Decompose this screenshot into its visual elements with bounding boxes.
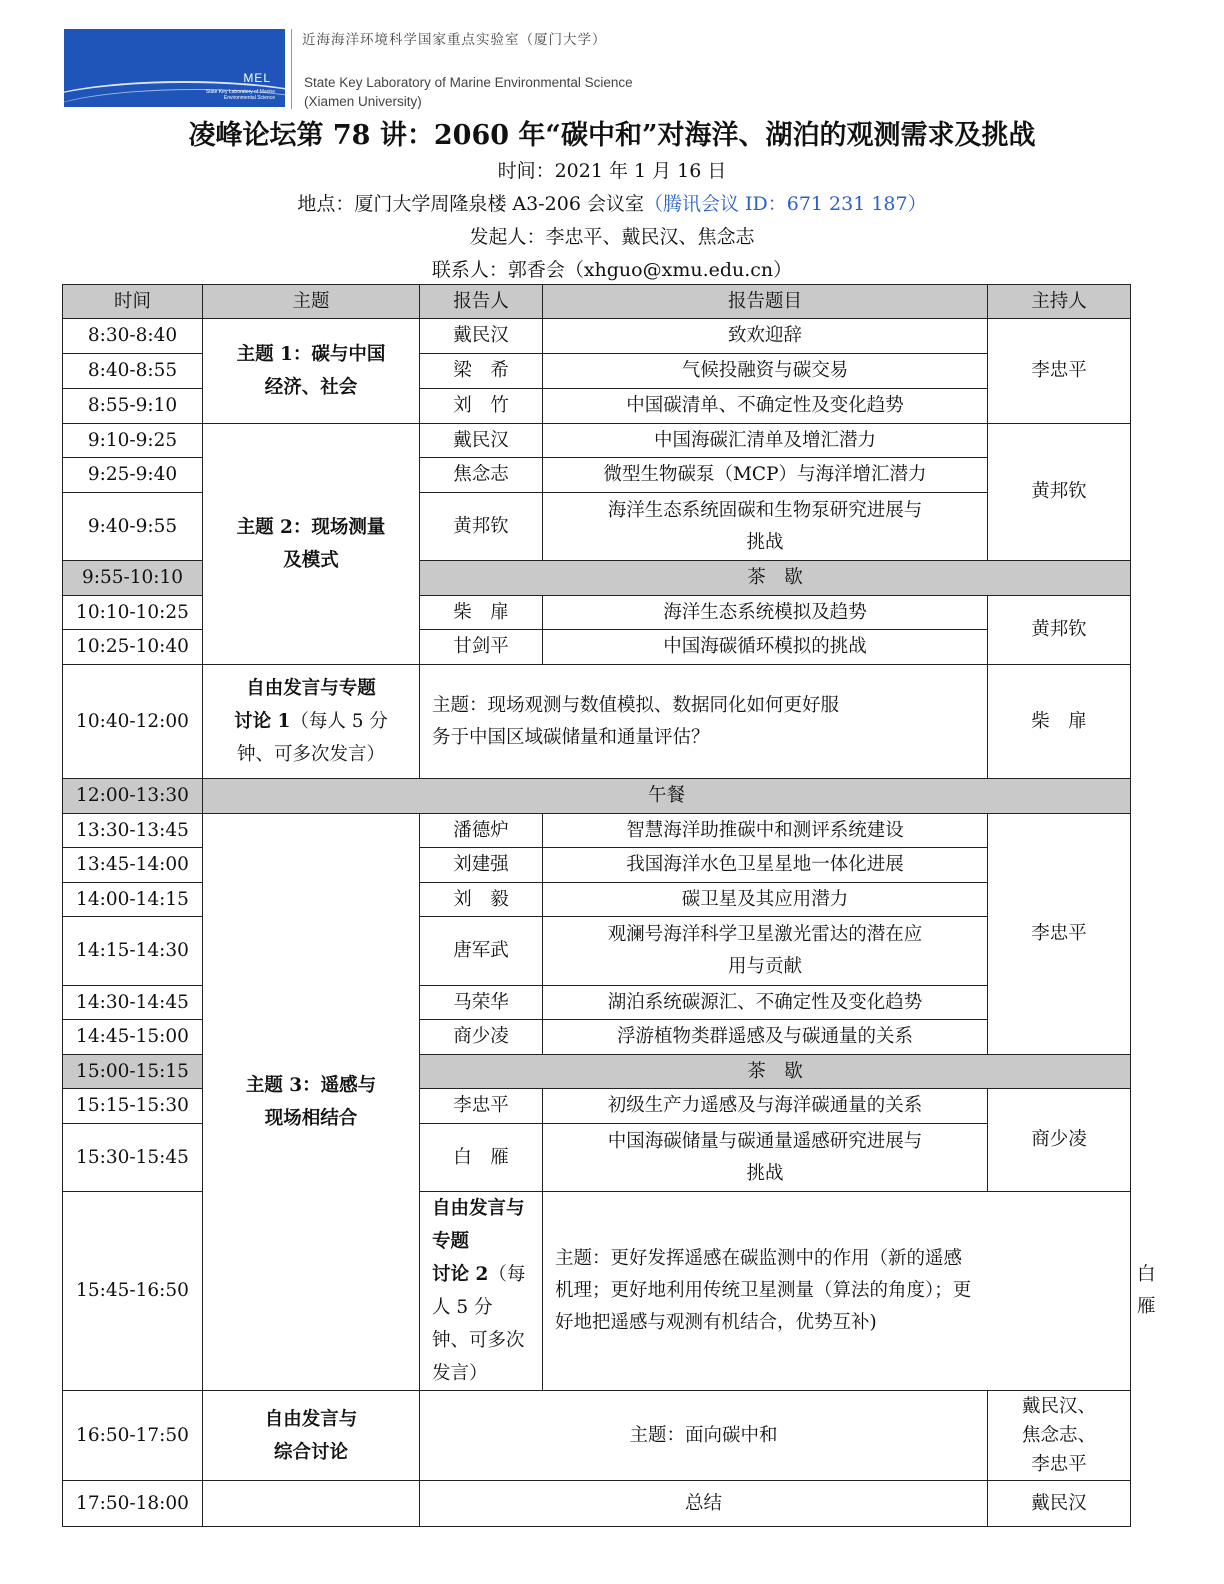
speaker-cell: 戴民汉: [420, 424, 543, 458]
theme-line: [432, 1258, 536, 1324]
talk-title-cell: 智慧海洋助推碳中和测评系统建设: [543, 814, 988, 848]
summary-cell: 总结: [420, 1481, 988, 1527]
header-talk-title: 报告题目: [543, 285, 988, 319]
table-row: [63, 814, 1131, 848]
talk-title-line: 中国海碳储量与碳通量遥感研究进展与: [607, 1130, 923, 1152]
talk-title-line: 用与贡献: [727, 956, 802, 977]
speaker-cell: 唐军武: [420, 917, 543, 986]
speaker-cell: 甘剑平: [420, 630, 543, 665]
logo-text: MEL: [243, 71, 271, 85]
tencent-meeting-id: （腾讯会议 ID：671 231 187）: [643, 193, 927, 215]
moderator-line: 焦念志、: [1021, 1425, 1096, 1446]
talk-title-cell: 我国海洋水色卫星星地一体化进展: [543, 848, 988, 883]
talk-title-cell: [543, 1124, 988, 1192]
lab-name-en-university: (Xiamen University): [304, 94, 422, 109]
discussion-line: 好地把遥感与观测有机结合，优势互补): [555, 1312, 877, 1333]
discussion-topic-cell: [420, 665, 988, 779]
theme-line: 自由发言与: [264, 1408, 358, 1430]
theme-cell: [203, 424, 420, 665]
theme-cell: [203, 665, 420, 779]
discussion-line: 机理；更好地利用传统卫星测量（算法的角度）；更: [555, 1280, 972, 1301]
talk-title-cell: 海洋生态系统模拟及趋势: [543, 596, 988, 630]
time-cell: 13:30-13:45: [63, 814, 203, 848]
table-row: [63, 319, 1131, 354]
event-contact: 联系人：郭香会（xhguo@xmu.edu.cn）: [431, 259, 793, 281]
theme-line: 自由发言与专题: [246, 678, 376, 699]
speaker-cell: 李忠平: [420, 1089, 543, 1124]
table-row: [63, 1391, 1131, 1481]
theme-bold-part: 讨论 2: [432, 1264, 489, 1285]
schedule-table: [62, 284, 1175, 1527]
talk-title-cell: 浮游植物类群遥感及与碳通量的关系: [543, 1020, 988, 1055]
discussion-line: 主题：更好发挥遥感在碳监测中的作用（新的遥感: [555, 1248, 963, 1269]
moderator-line: 戴民汉、: [1021, 1396, 1096, 1417]
theme-cell-empty: [203, 1481, 420, 1527]
tea-break-cell: 茶 歇: [420, 561, 1131, 596]
discussion-topic-cell: [543, 1192, 1131, 1391]
logo-small-text: State Key Laboratory of Marine Environmental Science: [205, 89, 275, 101]
header-moderator: 主持人: [988, 285, 1131, 319]
speaker-cell: 刘建强: [420, 848, 543, 883]
speaker-cell: 焦念志: [420, 458, 543, 493]
theme-cell: [203, 1391, 420, 1481]
moderator-cell: 李忠平: [988, 814, 1131, 1055]
event-initiators: 发起人：李忠平、戴民汉、焦念志: [469, 226, 755, 248]
time-cell: 15:45-16:50: [63, 1192, 203, 1391]
time-cell: 14:15-14:30: [63, 917, 203, 986]
time-cell: 10:10-10:25: [63, 596, 203, 630]
moderator-cell: 黄邦钦: [988, 424, 1131, 561]
time-cell: 9:55-10:10: [63, 561, 203, 596]
talk-title-cell: 微型生物碳泵（MCP）与海洋增汇潜力: [543, 458, 988, 493]
time-cell: 14:45-15:00: [63, 1020, 203, 1055]
time-cell: 8:55-9:10: [63, 389, 203, 424]
theme-bold-part: 讨论 1: [234, 711, 291, 732]
table-row: [63, 779, 1131, 814]
time-cell: 16:50-17:50: [63, 1391, 203, 1481]
theme-line: 主题 3：遥感与: [245, 1075, 377, 1096]
time-cell: 14:00-14:15: [63, 883, 203, 917]
theme-line: 钟、可多次发言）: [432, 1330, 525, 1384]
talk-title-cell: 湖泊系统碳源汇、不确定性及变化趋势: [543, 986, 988, 1020]
theme-note: （每人 5 分: [432, 1264, 526, 1318]
theme-note: （每人 5 分: [290, 711, 388, 732]
talk-title-line: 挑战: [746, 1162, 784, 1184]
table-header-row: [63, 285, 1131, 319]
talk-title-cell: 中国海碳汇清单及增汇潜力: [543, 424, 988, 458]
speaker-cell: 商少凌: [420, 1020, 543, 1055]
table-row: [63, 1481, 1131, 1527]
time-cell: 15:15-15:30: [63, 1089, 203, 1124]
talk-title-cell: [543, 493, 988, 561]
talk-title-cell: 中国碳清单、不确定性及变化趋势: [543, 389, 988, 424]
time-cell: 10:40-12:00: [63, 665, 203, 779]
lab-name-cn: 近海海洋环境科学国家重点实验室（厦门大学）: [302, 32, 607, 48]
talk-title-cell: 致欢迎辞: [543, 319, 988, 354]
speaker-cell: 戴民汉: [420, 319, 543, 354]
theme-cell: [203, 319, 420, 424]
table-row: [63, 665, 1131, 779]
discussion-line: 主题：现场观测与数值模拟、数据同化如何更好服: [432, 694, 840, 716]
theme-line: 主题 2：现场测量: [236, 517, 386, 538]
time-cell: 8:40-8:55: [63, 354, 203, 389]
time-cell: 17:50-18:00: [63, 1481, 203, 1527]
page-title: 凌峰论坛第 78 讲：2060 年“碳中和”对海洋、湖泊的观测需求及挑战: [188, 120, 1036, 151]
header-speaker: 报告人: [420, 285, 543, 319]
time-cell: 12:00-13:30: [63, 779, 203, 814]
time-cell: 9:10-9:25: [63, 424, 203, 458]
speaker-cell: 白 雁: [420, 1124, 543, 1192]
moderator-cell: 戴民汉: [988, 1481, 1131, 1527]
header-time: 时间: [63, 285, 203, 319]
speaker-cell: 刘 竹: [420, 389, 543, 424]
moderator-cell: [988, 1391, 1131, 1481]
theme-line: 综合讨论: [273, 1441, 348, 1463]
speaker-cell: 黄邦钦: [420, 493, 543, 561]
table-row: 15:45-16:50 自由发言与专题 讨论 2（每人 5 分 钟、可多次发言） 主题：更好发挥遥感在碳监测中的作用（新的遥感 机理；更好地利用传统卫星测量（算法的角度）；更 好地把遥感与观测有机结合，优势互补) 白 雁: [63, 1192, 1131, 1391]
theme-line: 主题 1：碳与中国: [236, 344, 386, 365]
speaker-cell: 刘 毅: [420, 883, 543, 917]
moderator-cell: 柴 扉: [988, 665, 1131, 779]
theme-cell: [420, 1192, 543, 1391]
time-cell: 9:25-9:40: [63, 458, 203, 493]
theme-line: 及模式: [283, 550, 339, 571]
discussion-line: 务于中国区域碳储量和通量评估？: [432, 726, 710, 748]
speaker-cell: 柴 扉: [420, 596, 543, 630]
speaker-cell: 梁 希: [420, 354, 543, 389]
theme-cell: [203, 814, 420, 1391]
speaker-cell: 潘德炉: [420, 814, 543, 848]
time-cell: 8:30-8:40: [63, 319, 203, 354]
time-cell: 15:00-15:15: [63, 1055, 203, 1089]
time-cell: 13:45-14:00: [63, 848, 203, 883]
event-place: [0, 189, 1224, 216]
talk-title-cell: [543, 917, 988, 986]
theme-line: 钟、可多次发言）: [236, 744, 385, 765]
time-cell: 10:25-10:40: [63, 630, 203, 665]
header-theme: 主题: [203, 285, 420, 319]
talk-title-line: 观澜号海洋科学卫星激光雷达的潜在应: [607, 924, 923, 945]
theme-line: [209, 705, 413, 738]
talk-title-line: 海洋生态系统固碳和生物泵研究进展与: [607, 499, 923, 521]
talk-title-cell: 碳卫星及其应用潜力: [543, 883, 988, 917]
moderator-cell: 李忠平: [988, 319, 1131, 424]
theme-line: 经济、社会: [264, 377, 358, 398]
mel-logo: [64, 29, 285, 107]
lab-name-en: State Key Laboratory of Marine Environmental Science: [304, 75, 633, 90]
moderator-cell: 商少凌: [988, 1089, 1131, 1192]
header-divider: [291, 29, 292, 109]
lunch-cell: 午餐: [203, 779, 1131, 814]
theme-line: 自由发言与专题: [432, 1198, 525, 1252]
table-row: [63, 424, 1131, 458]
speaker-cell: 马荣华: [420, 986, 543, 1020]
talk-title-line: 挑战: [746, 531, 784, 553]
tea-break-cell: 茶 歇: [420, 1055, 1131, 1089]
talk-title-cell: 初级生产力遥感及与海洋碳通量的关系: [543, 1089, 988, 1124]
time-cell: 9:40-9:55: [63, 493, 203, 561]
talk-title-cell: 气候投融资与碳交易: [543, 354, 988, 389]
event-time: 时间：2021 年 1 月 16 日: [497, 160, 727, 182]
talk-title-cell: 中国海碳循环模拟的挑战: [543, 630, 988, 665]
moderator-cell: 黄邦钦: [988, 596, 1131, 665]
theme-line: 现场相结合: [264, 1108, 358, 1129]
discussion-topic-cell: 主题：面向碳中和: [420, 1391, 988, 1481]
time-cell: 14:30-14:45: [63, 986, 203, 1020]
time-cell: 15:30-15:45: [63, 1124, 203, 1192]
event-place-text: 地点：厦门大学周隆泉楼 A3-206 会议室: [297, 193, 644, 215]
moderator-line: 李忠平: [1031, 1454, 1087, 1475]
